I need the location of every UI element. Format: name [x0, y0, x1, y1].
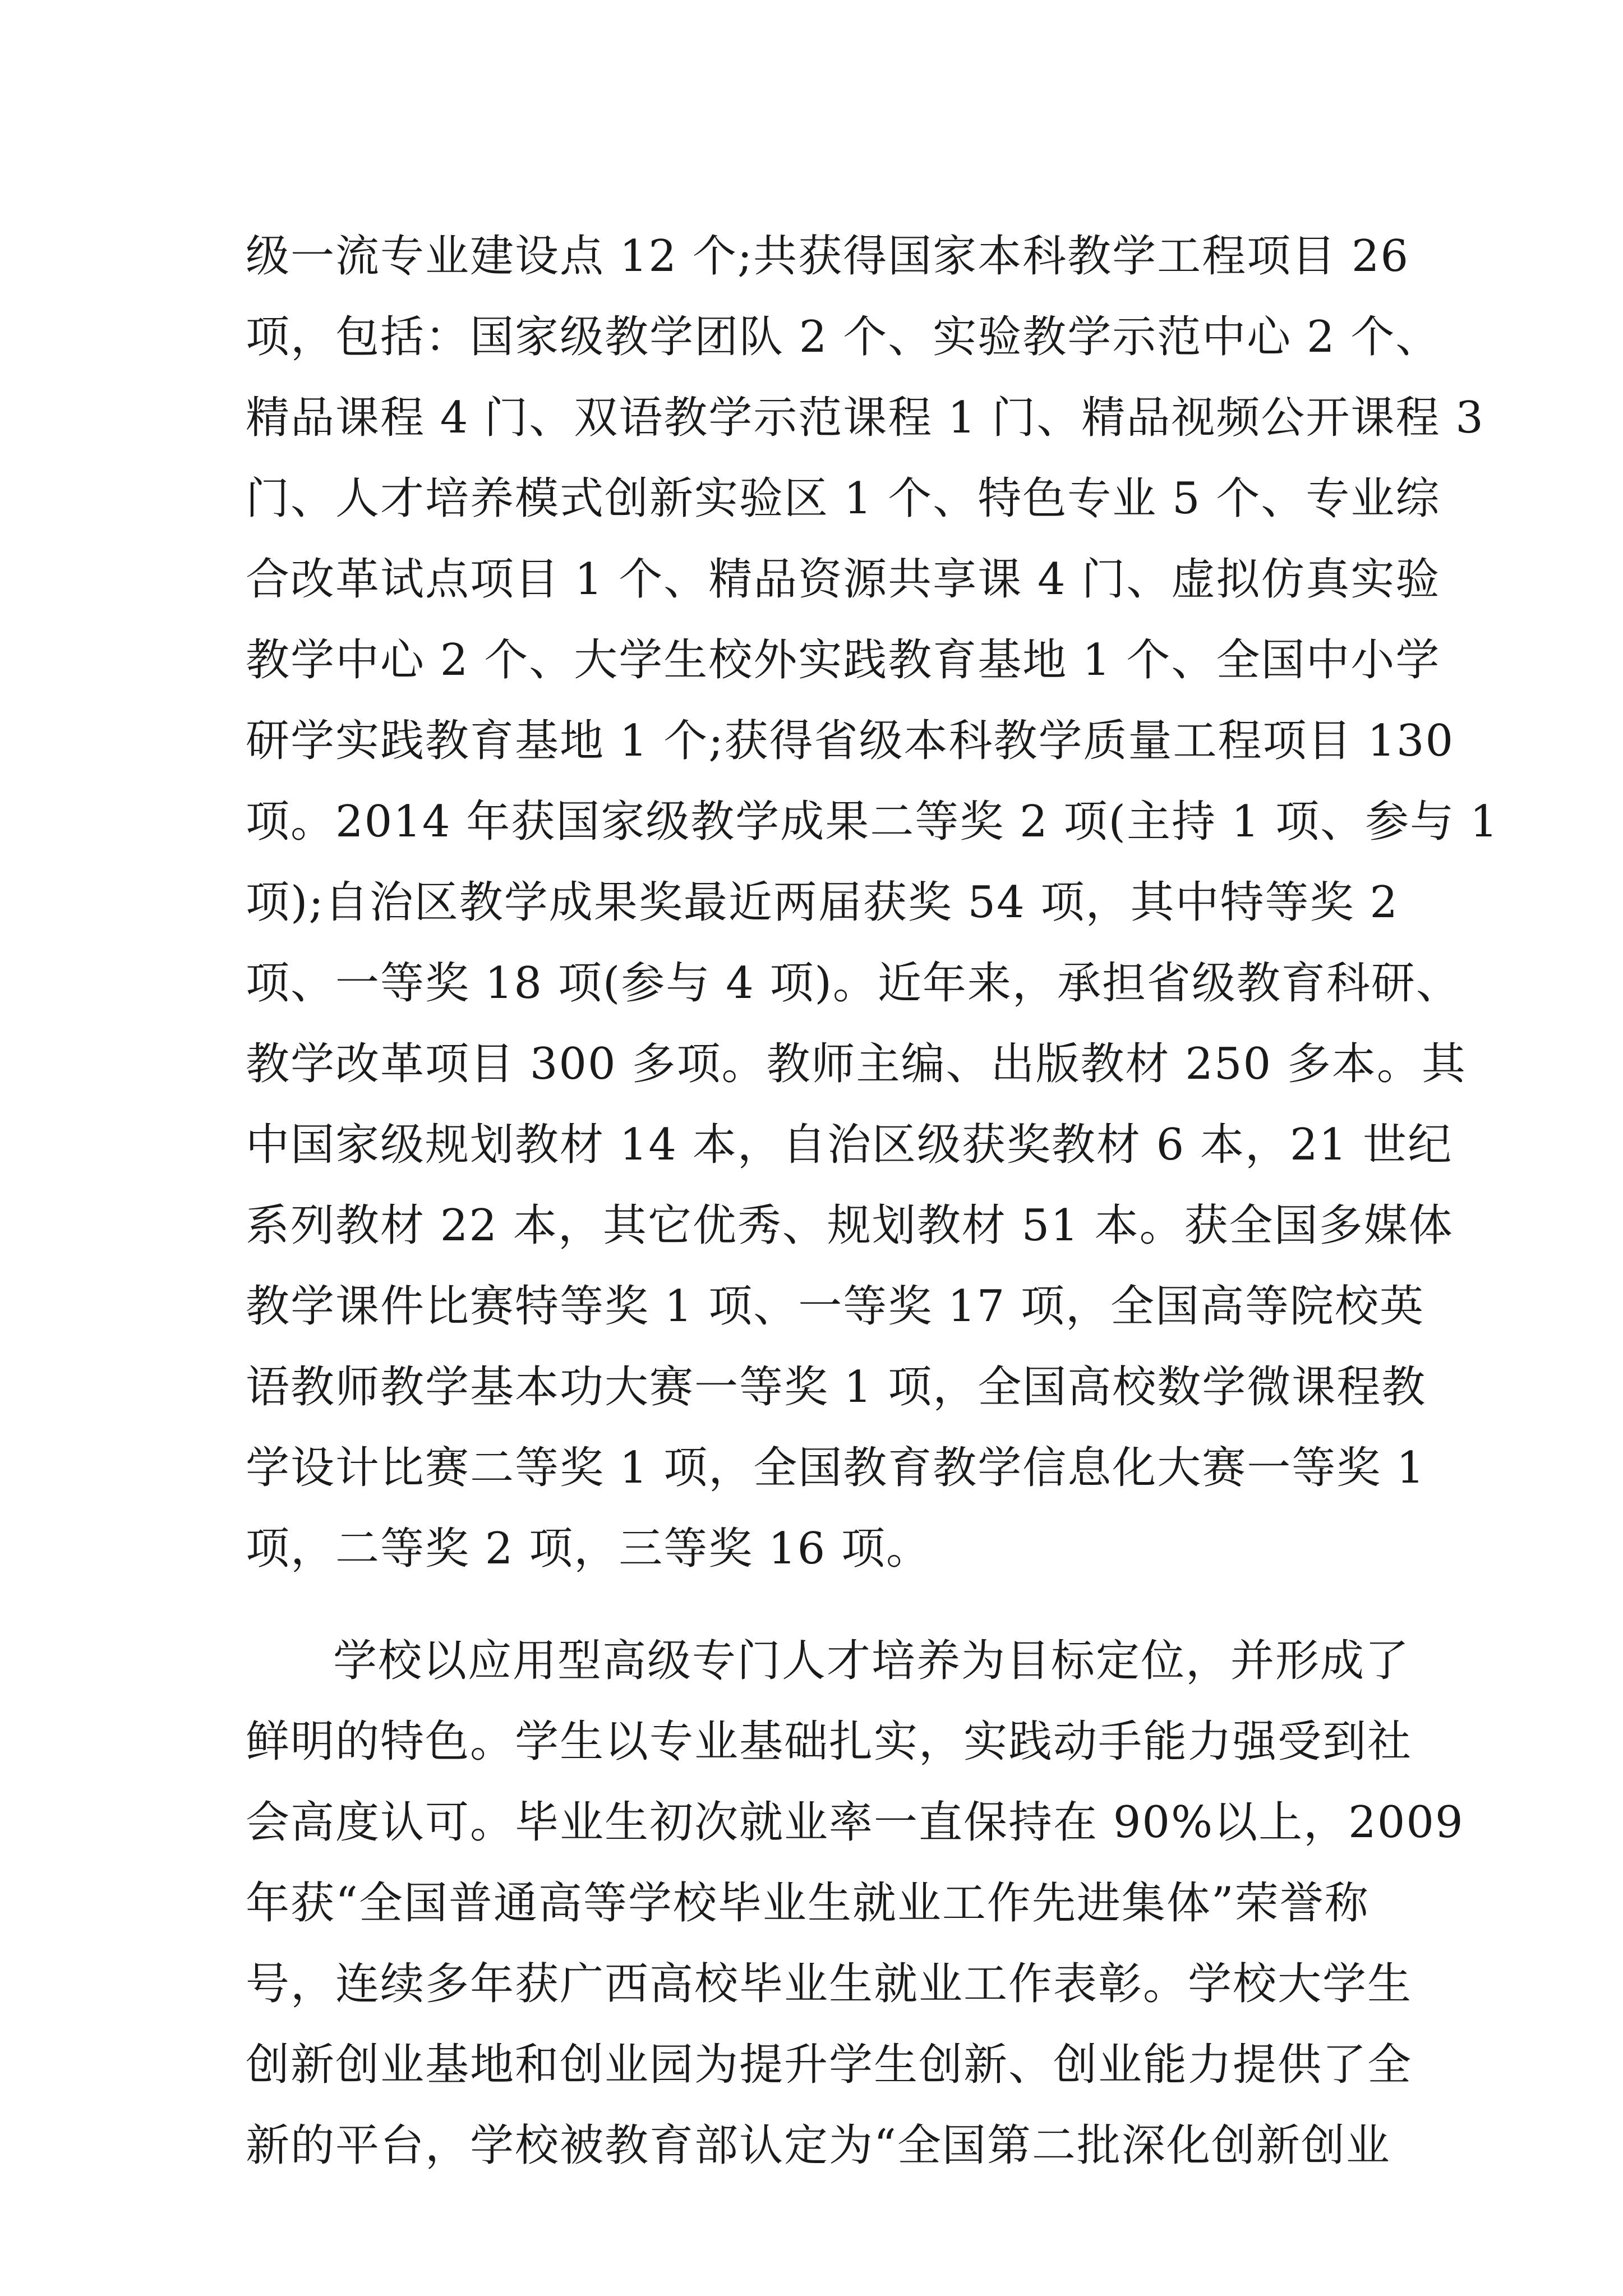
text-line: 年获“全国普通高等学校毕业生就业工作先进集体”荣誉称 — [246, 1878, 1370, 1929]
text-line: 门、人才培养模式创新实验区 1 个、特色专业 5 个、专业综 — [246, 473, 1441, 524]
text-line: 号，连续多年获广西高校毕业生就业工作表彰。学校大学生 — [246, 1959, 1413, 2009]
body-text — [246, 216, 1499, 2186]
text-line: 鲜明的特色。学生以专业基础扎实，实践动手能力强受到社 — [246, 1717, 1413, 1767]
paragraph-gap — [246, 1589, 1423, 1621]
text-line: 中国家级规划教材 14 本，自治区级获奖教材 6 本，21 世纪 — [246, 1120, 1453, 1170]
text-line: 学设计比赛二等奖 1 项，全国教育教学信息化大赛一等奖 1 — [246, 1443, 1426, 1493]
text-line: 项，包括：国家级教学团队 2 个、实验教学示范中心 2 个、 — [246, 312, 1441, 362]
text-line: 项);自治区教学成果奖最近两届获奖 54 项，其中特等奖 2 — [246, 877, 1399, 928]
text-line: 语教师教学基本功大赛一等奖 1 项，全国高校数学微课程教 — [246, 1362, 1427, 1412]
text-line: 系列教材 22 本，其它优秀、规划教材 51 本。获全国多媒体 — [246, 1200, 1454, 1251]
text-line: 会高度认可。毕业生初次就业率一直保持在 90%以上，2009 — [246, 1797, 1464, 1848]
text-line: 项，二等奖 2 项，三等奖 16 项。 — [246, 1524, 932, 1574]
text-line: 教学课件比赛特等奖 1 项、一等奖 17 项，全国高等院校英 — [246, 1281, 1425, 1332]
text-line: 级一流专业建设点 12 个;共获得国家本科教学工程项目 26 — [246, 231, 1410, 282]
text-line: 学校以应用型高级专门人才培养为目标定位，并形成了 — [333, 1636, 1410, 1686]
text-line: 创新创业基地和创业园为提升学生创新、创业能力提供了全 — [246, 2040, 1413, 2090]
text-line: 精品课程 4 门、双语教学示范课程 1 门、精品视频公开课程 3 — [246, 393, 1484, 443]
paragraph-2 — [246, 1621, 1464, 2186]
text-line: 项、一等奖 18 项(参与 4 项)。近年来，承担省级教育科研、 — [246, 958, 1461, 1009]
text-line: 研学实践教育基地 1 个;获得省级本科教学质量工程项目 130 — [246, 716, 1455, 766]
text-line: 项。2014 年获国家级教学成果二等奖 2 项(主持 1 项、参与 1 — [246, 797, 1499, 847]
text-line: 新的平台，学校被教育部认定为“全国第二批深化创新创业 — [246, 2120, 1391, 2171]
text-line: 合改革试点项目 1 个、精品资源共享课 4 门、虚拟仿真实验 — [246, 554, 1441, 605]
paragraph-1 — [246, 216, 1499, 1589]
text-line: 教学改革项目 300 多项。教师主编、出版教材 250 多本。其 — [246, 1039, 1467, 1089]
text-line: 教学中心 2 个、大学生校外实践教育基地 1 个、全国中小学 — [246, 635, 1441, 685]
